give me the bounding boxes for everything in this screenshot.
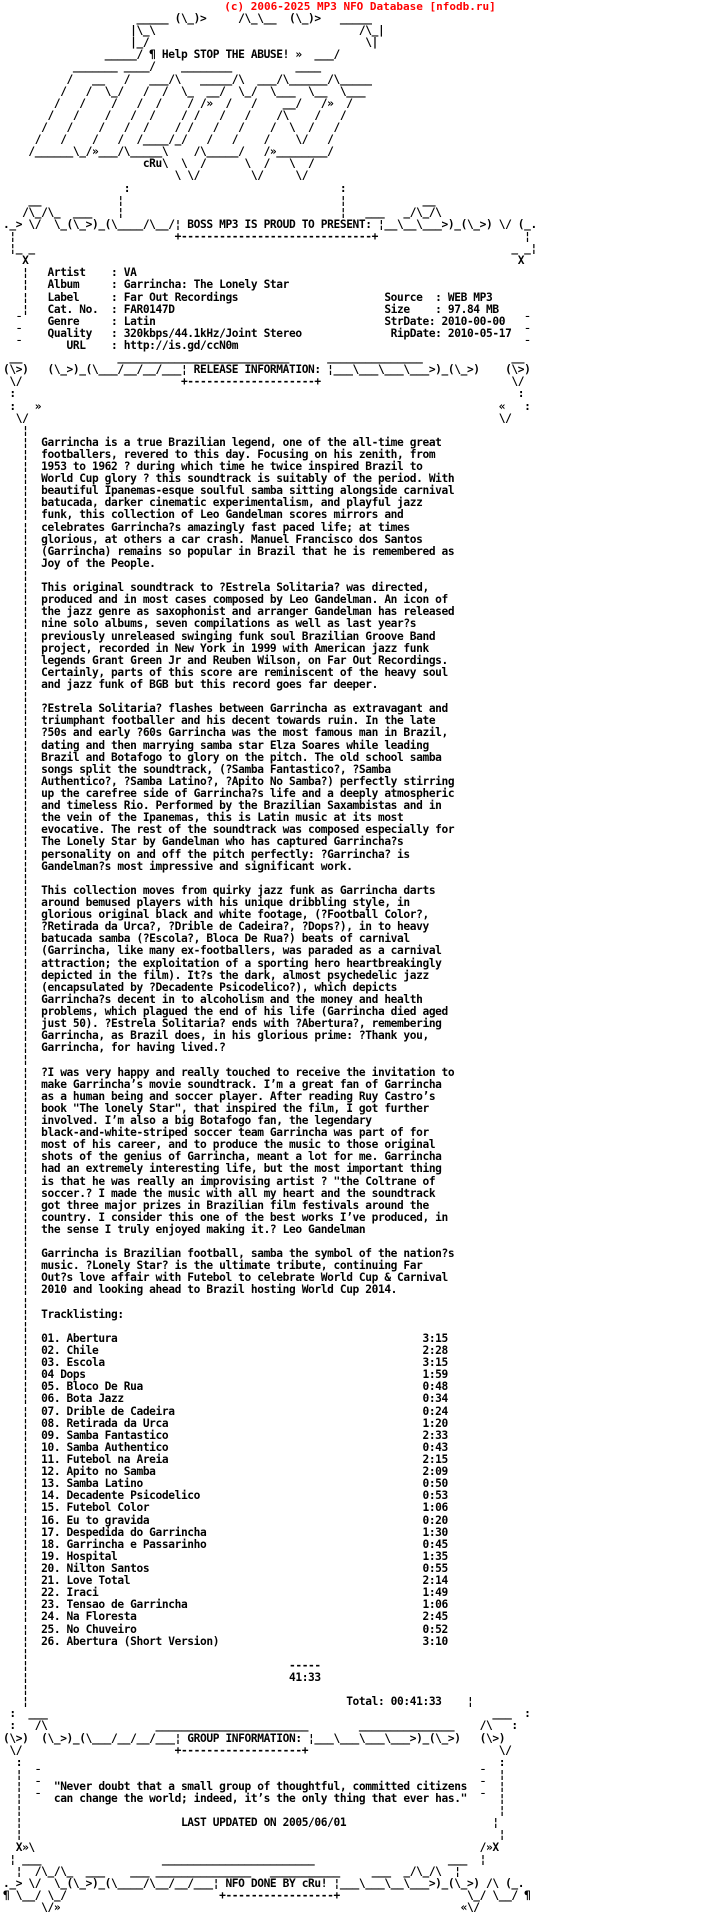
nfo-line: ¦ Garrincha, for having lived.? xyxy=(3,1041,226,1055)
nfo-line: ¦ 22. Iraci 1:49 xyxy=(3,1586,448,1600)
nfo-line: ¦ songs split the soundtrack, (?Samba Fantastico?, ?Samba xyxy=(3,762,391,776)
nfo-line: ¦ World Cup glory ? this soundtrack is suitably of the period. With xyxy=(3,472,455,486)
nfo-line: : ___ ___ : xyxy=(3,1707,531,1721)
nfo-line: ¦ Garrincha?s decent in to alcoholism and the money and health xyxy=(3,992,423,1006)
nfo-line: ¦ most of his career, and to produce the music to those original xyxy=(3,1138,436,1152)
nfo-line: ¦ glorious, at others a car crash. Manuel Francisco dos Santos xyxy=(3,532,423,546)
nfo-line: ¦ xyxy=(3,1319,29,1333)
site-banner: (c) 2006-2025 MP3 NFO Database [nfodb.ru] xyxy=(224,0,496,13)
nfo-line: (\>) (\_>)_(\___/__/__/___¦ RELEASE INFORMATION: ¦___\___\___\___>)_(\_>) (\>) xyxy=(3,363,531,377)
nfo-line: ¦ 41:33 xyxy=(3,1670,321,1684)
nfo-line: ¦ 10. Samba Authentico 0:43 xyxy=(3,1440,448,1454)
nfo-line: ¦ Cat. No. : FAR0147D Size : 97.84 MB xyxy=(3,302,499,316)
nfo-line: ¦ personality on and off the pitch perfectly: ?Garrincha? is xyxy=(3,847,410,861)
nfo-line: ¦ This collection moves from quirky jazz funk as Garrincha darts xyxy=(3,883,436,897)
nfo-line: ¦ xyxy=(3,1235,29,1249)
nfo-line: ¦ Certainly, parts of this score are reminiscent of the heavy soul xyxy=(3,665,448,679)
nfo-line: ¦ Garrincha is Brazilian football, samba the symbol of the nation?s xyxy=(3,1247,455,1261)
nfo-line: |_/ \| xyxy=(3,36,378,50)
nfo-line: : : xyxy=(3,387,525,401)
nfo-line: ¦ music. ?Lonely Star? is the ultimate tribute, continuing Far xyxy=(3,1259,423,1273)
nfo-line: ¦ ?50s and early ?60s Garrincha was the most famous man in Brazil, xyxy=(3,726,448,740)
nfo-line: ¦ the vein of the Ipanemas, this is Latin music at its most xyxy=(3,811,404,825)
nfo-line: ¦ book "The lonely Star", that inspired the film, I got further xyxy=(3,1101,429,1115)
nfo-line: ¦ Label : Far Out Recordings Source : WEB MP3 xyxy=(3,290,493,304)
nfo-line: / __ / ___/\ _____/\ ___/\______/\_____ xyxy=(3,72,372,86)
nfo-line: ¦ the jazz genre as saxophonist and arranger Gandelman has released xyxy=(3,605,455,619)
nfo-line: ¦ produced and in most cases composed by Leo Gandelman. An icon of xyxy=(3,593,448,607)
nfo-line: ¦ as a human being and soccer player. After reading Ruy Castro’s xyxy=(3,1089,436,1103)
nfo-line: : : xyxy=(3,181,347,195)
nfo-line: / / / / / / /» / / __/ /» / xyxy=(3,96,353,110)
nfo-line: \ \/ \/ \/ xyxy=(3,169,309,183)
nfo-line: ¦ xyxy=(3,1683,29,1697)
nfo-line: ¦ evocative. The rest of the soundtrack was composed especially for xyxy=(3,823,455,837)
nfo-line: ¦ 25. No Chuveiro 0:52 xyxy=(3,1622,448,1636)
nfo-line: : : xyxy=(3,1755,506,1769)
nfo-line: ¯ Genre : Latin StrDate: 2010-00-00 ¯ xyxy=(3,314,531,328)
nfo-line: ¦ 1953 to 1962 ? during which time he twice inspired Brazil to xyxy=(3,460,423,474)
nfo-line: ¦ 06. Bota Jazz 0:34 xyxy=(3,1392,448,1406)
nfo-line: / / / / /____/_/ / / / \/ / xyxy=(3,133,334,147)
nfo-line: ¦ black-and-white-striped soccer team Garrincha was part of for xyxy=(3,1126,429,1140)
nfo-line: ¦ depicted in the film). It?s the dark, almost psychedelic jazz xyxy=(3,968,429,982)
nfo-line: ¦ +------------------------------+ ¦ xyxy=(3,229,531,243)
nfo-line: ¦ 14. Decadente Psicodelico 0:53 xyxy=(3,1489,448,1503)
nfo-line: ¦ celebrates Garrincha?s amazingly fast paced life; at times xyxy=(3,520,410,534)
nfo-line: ¶ \__/ \_/ +-----------------+ \_/ \__/ ¶ xyxy=(3,1888,531,1902)
nfo-line: ¦ batucada, darker cinematic experimentalism, and playful jazz xyxy=(3,496,423,510)
nfo-line: ¦ problems, which plagued the end of his life (Garrincha died aged xyxy=(3,1004,448,1018)
nfo-line: ¯ Quality : 320kbps/44.1kHz/Joint Stereo RipDate: 2010-05-17 ¯ xyxy=(3,326,531,340)
nfo-line: ¦ glorious original black and white footage, (?Football Color?, xyxy=(3,908,429,922)
nfo-line: ¦ around bemused players with his unique dribbling style, in xyxy=(3,895,410,909)
nfo-line: ¦ xyxy=(3,1295,29,1309)
nfo-line: /\_/\_ ___ ¦ ¦ ___ _/\_/\ xyxy=(3,205,442,219)
nfo-line: ¦ (Garrincha) remains so popular in Brazil that he is remembered as xyxy=(3,544,455,558)
nfo-text-body xyxy=(3,13,537,1914)
nfo-line: ¦ funk, this collection of Leo Gandelman scores mirrors and xyxy=(3,508,404,522)
nfo-line: \/ +-------------------+ \/ xyxy=(3,1743,512,1757)
nfo-line: ¦ (encapsulated by ?Decadente Psicodelico?), which depicts xyxy=(3,980,398,994)
nfo-line: ¦ attraction; the exploitation of a sporting hero heartbreakingly xyxy=(3,956,442,970)
nfo-line: ¦ 23. Tensao de Garrincha 1:06 xyxy=(3,1598,448,1612)
nfo-line: ¦ ¯ "Never doubt that a small group of thoughtful, committed citizens ¯ ¦ xyxy=(3,1779,506,1793)
nfo-line: ¦ 2010 and looking ahead to Brazil hosting World Cup 2014. xyxy=(3,1283,398,1297)
nfo-line: ¦ ?Estrela Solitaria? flashes between Garrincha as extravagant and xyxy=(3,702,448,716)
nfo-line: ¦ LAST UPDATED ON 2005/06/01 ¦ xyxy=(3,1816,499,1830)
nfo-line: ¦ xyxy=(3,1053,29,1067)
nfo-line: \/ +--------------------+ \/ xyxy=(3,375,525,389)
nfo-line: _____ (\_)> /\_\__ (\_)> _____ xyxy=(3,12,372,25)
nfo-line: __ ___________________________ _______________ __ xyxy=(3,351,525,365)
nfo-line: ¦ shots of the genius of Garrincha, meant a lot for me. Garrincha xyxy=(3,1150,442,1164)
nfo-line: ¦ legends Grant Green Jr and Reuben Wilson, on Far Out Recordings. xyxy=(3,653,448,667)
nfo-line: ¦ The Lonely Star by Gandelman who has captured Garrincha?s xyxy=(3,835,404,849)
nfo-line: cRu\ \ / \ / \ / xyxy=(3,157,315,171)
nfo-line: ¦ dating and then marrying samba star Elza Soares while leading xyxy=(3,738,429,752)
nfo-line: ¦ nine solo albums, seven compilations as well as last year?s xyxy=(3,617,417,631)
nfo-line: ¦ 05. Bloco De Rua 0:48 xyxy=(3,1380,448,1394)
nfo-line: _______ ____/ ________ ____ xyxy=(3,60,321,74)
nfo-line: / / / / / / / / / /\ / / xyxy=(3,108,347,122)
nfo-line: ¦ got three major prizes in Brazilian film festivals around the xyxy=(3,1198,429,1212)
nfo-line: / / \_/ / / \_ __/ \_/ \___ \__ \___ xyxy=(3,84,366,98)
nfo-line: ¦ and jazz funk of BGB but this record goes far deeper. xyxy=(3,678,378,692)
nfo-line: ¦ is that he was really an improvising artist ? "the Coltrane of xyxy=(3,1174,436,1188)
nfo-line: ¦ 11. Futebol na Areia 2:15 xyxy=(3,1453,448,1467)
nfo-line: : /\ ________________________ _______________ /\ : xyxy=(3,1719,518,1733)
nfo-line: ¦ ¯ can change the world; indeed, it’s the only thing that ever has." ¯ ¦ xyxy=(3,1792,506,1806)
nfo-line: ¦ xyxy=(3,423,29,437)
nfo-line: /______\_/»___/\_____\ /\_____/ /»________/ xyxy=(3,145,334,159)
nfo-line: ¦ Total: 00:41:33 ¦ xyxy=(3,1695,474,1709)
nfo-line: ¦ ----- xyxy=(3,1658,321,1672)
nfo-line: / / / / / / / / / / \ / / xyxy=(3,120,340,134)
nfo-line: ¦ ¯ ¯ ¦ xyxy=(3,1767,506,1781)
nfo-line: ¦ triumphant footballer and his decent towards ruin. In the late xyxy=(3,714,436,728)
nfo-line: ¦ project, recorded in New York in 1999 with American jazz funk xyxy=(3,641,429,655)
nfo-line: ¦ 19. Hospital 1:35 xyxy=(3,1549,448,1563)
nfo-line: ¦ ___ ________________________ ___ ¦ xyxy=(3,1852,487,1866)
nfo-line: ¦ previously unreleased swinging funk soul Brazilian Groove Band xyxy=(3,629,436,643)
nfo-line: ._> \/ \_(\_>)_(\____/\__/__/___¦ NFO DONE BY cRu! ¦___\___\__\___>)_(\_>) /\ (_. xyxy=(3,1876,525,1890)
nfo-line: ¦ Artist : VA xyxy=(3,266,137,280)
nfo-line: ¦ 07. Drible de Cadeira 0:24 xyxy=(3,1404,448,1418)
nfo-line: ¦ Album : Garrincha: The Lonely Star xyxy=(3,278,289,292)
nfo-line: ¦ Garrincha, as Brazil does, in his glorious prime: ?Thank you, xyxy=(3,1029,429,1043)
nfo-line: ¦ country. I consider this one of the best works I’ve produced, in xyxy=(3,1210,448,1224)
nfo-line: ¦ batucada samba (?Escola?, Bloca De Rua?) beats of carnival xyxy=(3,932,410,946)
nfo-line: \/ \/ xyxy=(3,411,512,425)
nfo-line: ._> \/ \_(\_>)_(\____/\__/¦ BOSS MP3 IS PROUD TO PRESENT: ¦__\__\___>)_(\_>) \/ (_. xyxy=(3,217,537,231)
nfo-line: ¦ Gandelman?s most impressive and significant work. xyxy=(3,859,353,873)
nfo-line: ¦ Brazil and Botafogo to glory on the pitch. The old school samba xyxy=(3,750,442,764)
nfo-line: ¦ soccer.? I made the music with all my heart and the soundtrack xyxy=(3,1186,436,1200)
nfo-line: ¦ 24. Na Floresta 2:45 xyxy=(3,1610,448,1624)
nfo-line: ¦ /\_/\_ ___ ___ _______________ ___________ ___ _/\_/\ ¦ xyxy=(3,1864,461,1878)
nfo-line: ¦ the sense I truly enjoyed making it.? Leo Gandelman xyxy=(3,1222,366,1236)
nfo-line: ¦ involved. I’m also a big Botafogo fan, the legendary xyxy=(3,1113,372,1127)
nfo-line: ¦ 26. Abertura (Short Version) 3:10 xyxy=(3,1634,448,1648)
nfo-line: ¦ footballers, revered to this day. Focusing on his zenith, from xyxy=(3,447,436,461)
nfo-line: ¦ xyxy=(3,1646,29,1660)
nfo-line: |\_\ /\_| xyxy=(3,24,385,38)
nfo-line: ¦ 12. Apito no Samba 2:09 xyxy=(3,1465,448,1479)
nfo-line: ¦ ?I was very happy and really touched to receive the invitation to xyxy=(3,1065,455,1079)
nfo-line: ¦ Garrincha is a true Brazilian legend, one of the all-time great xyxy=(3,435,442,449)
nfo-line: ¦ xyxy=(3,690,29,704)
nfo-line: ¦ 04 Dops 1:59 xyxy=(3,1368,448,1382)
nfo-line: ¦_ _ _ _¦ xyxy=(3,242,537,256)
nfo-line: _____/ ¶ Help STOP THE ABUSE! » ___/ xyxy=(3,48,340,62)
nfo-line: __ ¦ ¦ __ xyxy=(3,193,436,207)
nfo-line: ¦ and timeless Rio. Performed by the Brazilian Saxambistas and in xyxy=(3,799,442,813)
nfo-line: ¦ up the carefree side of Garrincha?s life and a deeply atmospheric xyxy=(3,787,455,800)
nfo-line: ¯ URL : http://is.gd/ccN0m ¯ xyxy=(3,338,531,352)
nfo-line: ¦ 13. Samba Latino 0:50 xyxy=(3,1477,448,1491)
nfo-line: ¦ xyxy=(3,871,29,885)
nfo-line: ¦ ¦ xyxy=(3,1804,506,1818)
nfo-line: \/» «\/ xyxy=(3,1901,480,1914)
nfo-line: (\>) (\_>)_(\___/__/__/___¦ GROUP INFORMATION: ¦___\___\___\___>)_(\_>) (\>) xyxy=(3,1731,506,1745)
nfo-line: ¦ 21. Love Total 2:14 xyxy=(3,1574,448,1588)
nfo-line: ¦ 15. Futebol Color 1:06 xyxy=(3,1501,448,1515)
nfo-line: ¦ Authentico?, ?Samba Latino?, ?Apito No Samba?) perfectly stirring xyxy=(3,774,455,788)
nfo-line: X X xyxy=(3,254,525,268)
nfo-line: ¦ This original soundtrack to ?Estrela Solitaria? was directed, xyxy=(3,581,429,595)
nfo-line: ¦ beautiful Ipanemas-esque soulful samba sitting alongside carnival xyxy=(3,484,455,498)
nfo-line: X»\ /»X xyxy=(3,1840,499,1854)
nfo-line: ¦ Tracklisting: xyxy=(3,1307,124,1321)
nfo-line: ¦ 16. Eu to gravida 0:20 xyxy=(3,1513,448,1527)
nfo-line: ¦ make Garrincha’s movie soundtrack. I’m a great fan of Garrincha xyxy=(3,1077,442,1091)
nfo-line: ¦ 18. Garrincha e Passarinho 0:45 xyxy=(3,1537,448,1551)
nfo-line: ¦ 08. Retirada da Urca 1:20 xyxy=(3,1416,448,1430)
nfo-line: ¦ 20. Nilton Santos 0:55 xyxy=(3,1562,448,1575)
nfo-line: ¦ (Garrincha, like many ex-footballers, was paraded as a carnival xyxy=(3,944,442,958)
nfo-line: ¦ ?Retirada da Urca?, ?Drible de Cadeira?, ?Dops?), in to heavy xyxy=(3,920,429,934)
nfo-line: ¦ 01. Abertura 3:15 xyxy=(3,1331,448,1345)
nfo-line: ¦ had an extremely interesting life, but the most important thing xyxy=(3,1162,442,1176)
nfo-line: : » « : xyxy=(3,399,531,413)
nfo-line: ¦ 17. Despedida do Garrincha 1:30 xyxy=(3,1525,448,1539)
nfo-line: ¦ xyxy=(3,569,29,583)
nfo-line: ¦ ¦ xyxy=(3,1828,506,1842)
nfo-line: ¦ Joy of the People. xyxy=(3,556,156,570)
nfo-line: ¦ 02. Chile 2:28 xyxy=(3,1344,448,1358)
nfo-line: ¦ 09. Samba Fantastico 2:33 xyxy=(3,1428,448,1442)
nfo-line: ¦ Out?s love affair with Futebol to celebrate World Cup & Carnival xyxy=(3,1271,448,1285)
nfo-line: ¦ 03. Escola 3:15 xyxy=(3,1356,448,1370)
nfo-line: ¦ just 50). ?Estrela Solitaria? ends with ?Abertura?, remembering xyxy=(3,1017,442,1031)
